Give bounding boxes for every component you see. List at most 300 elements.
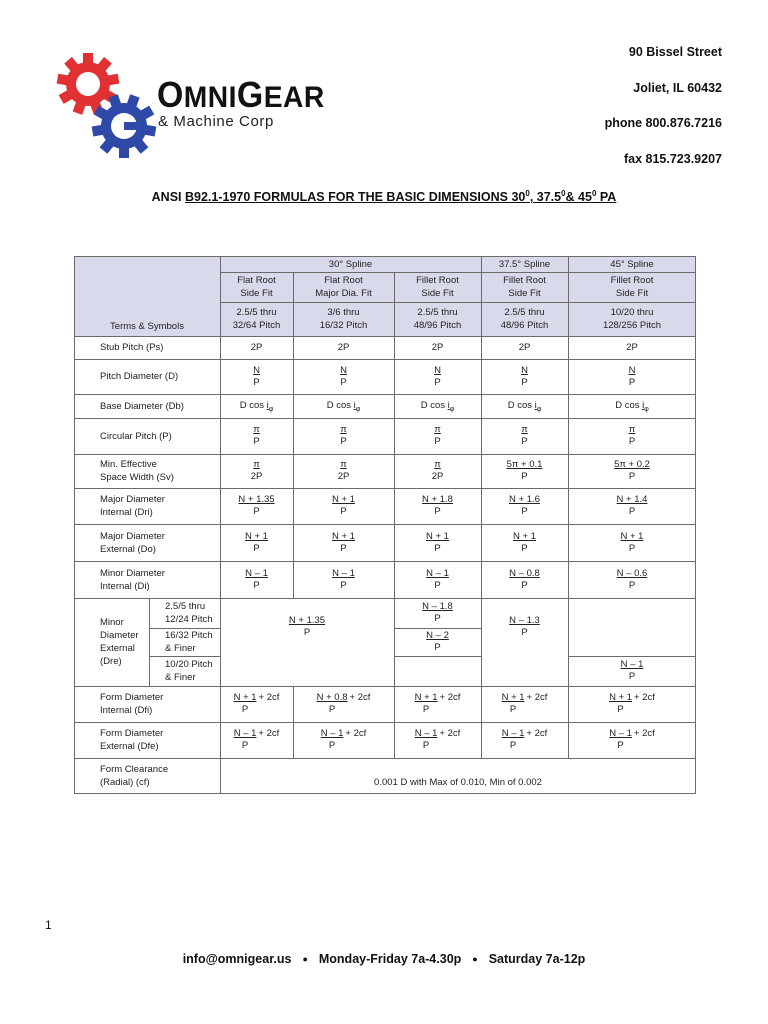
table-rule bbox=[394, 598, 395, 686]
fraction-denominator: P bbox=[340, 506, 347, 517]
footer-email: info@omnigear.us bbox=[182, 952, 292, 966]
fraction bbox=[245, 531, 268, 555]
table-rule bbox=[568, 598, 569, 686]
formula-suffix: + 2cf bbox=[634, 692, 655, 703]
form-internal-cell bbox=[293, 686, 394, 722]
table-rule bbox=[394, 628, 481, 629]
form-external-cell bbox=[293, 722, 394, 758]
fraction-denominator: P bbox=[434, 542, 441, 554]
fraction-denominator: P bbox=[340, 436, 347, 447]
major-internal-cell bbox=[481, 488, 568, 524]
circular-pitch-cell bbox=[220, 418, 293, 454]
pitch-diameter-cell bbox=[394, 359, 481, 394]
row-label-line: (Dre) bbox=[100, 656, 122, 667]
major-external-cell bbox=[568, 524, 696, 561]
table-rule bbox=[74, 394, 696, 395]
fraction-denominator: P bbox=[617, 704, 624, 715]
fraction-numerator: π bbox=[434, 459, 441, 470]
table-rule bbox=[481, 336, 482, 598]
group-header-label: 45° Spline bbox=[610, 258, 654, 270]
minor-internal-label bbox=[74, 561, 220, 598]
table-rule bbox=[394, 686, 395, 758]
base-diameter-cell bbox=[293, 394, 394, 418]
column-header-pitch bbox=[568, 302, 696, 336]
fraction bbox=[234, 728, 257, 752]
row-label-line: Diameter bbox=[100, 630, 139, 641]
fraction-numerator: N – 1 bbox=[245, 567, 268, 579]
fraction-numerator: N – 1 bbox=[609, 728, 632, 739]
table-rule bbox=[293, 686, 294, 758]
base-diameter-cell bbox=[481, 394, 568, 418]
column-header-line: Side Fit bbox=[508, 288, 541, 299]
stub-pitch-label bbox=[74, 336, 220, 359]
major-internal-cell bbox=[568, 488, 696, 524]
fraction bbox=[289, 615, 325, 639]
column-header-line: Side Fit bbox=[615, 288, 649, 299]
row-label-line: External bbox=[100, 643, 135, 654]
fraction bbox=[617, 568, 648, 592]
corner-header bbox=[74, 302, 220, 336]
fraction-denominator: P bbox=[628, 579, 636, 591]
fraction-denominator: P bbox=[434, 436, 441, 447]
table-border-bottom bbox=[74, 793, 696, 794]
table-rule bbox=[220, 302, 696, 303]
table-rule bbox=[74, 336, 696, 337]
row-label-line: External (Dfe) bbox=[100, 741, 159, 752]
column-header-line: 128/256 Pitch bbox=[602, 320, 662, 331]
base-diameter-cell bbox=[220, 394, 293, 418]
cell-value bbox=[327, 400, 361, 413]
fraction-numerator: N + 1 bbox=[513, 530, 536, 542]
fraction-denominator: P bbox=[434, 579, 441, 591]
minor-external-sub-label bbox=[149, 656, 220, 686]
table-rule bbox=[568, 336, 569, 598]
group-header-label: 30° Spline bbox=[328, 258, 373, 270]
fraction-numerator: N – 1.3 bbox=[509, 615, 540, 626]
fraction-denominator: P bbox=[303, 627, 311, 638]
table-rule bbox=[394, 272, 395, 336]
fraction-denominator: P bbox=[340, 376, 347, 388]
base-diameter-label bbox=[74, 394, 220, 418]
base-diameter-cell bbox=[568, 394, 696, 418]
formula bbox=[513, 531, 536, 555]
fraction-denominator: P bbox=[521, 542, 528, 554]
column-header-line: 2.5/5 thru bbox=[504, 307, 545, 318]
fraction-denominator: P bbox=[434, 376, 441, 388]
fraction-numerator: π bbox=[253, 459, 260, 470]
fraction-numerator: N – 1 bbox=[233, 728, 257, 739]
fraction-denominator: P bbox=[434, 506, 441, 517]
fraction-denominator: 2P bbox=[250, 471, 263, 482]
minor-internal-cell bbox=[293, 561, 394, 598]
major-external-cell bbox=[293, 524, 394, 561]
formula bbox=[434, 424, 441, 448]
row-label-line: 2.5/5 thru bbox=[165, 601, 206, 612]
row-label-line: External (Do) bbox=[100, 543, 156, 555]
formula bbox=[502, 692, 548, 716]
minor-external-sub-label bbox=[149, 598, 220, 628]
minor-internal-cell bbox=[394, 561, 481, 598]
column-header-type bbox=[481, 272, 568, 302]
formula bbox=[340, 365, 347, 389]
major-internal-cell bbox=[220, 488, 293, 524]
base-prefix: D cos bbox=[326, 399, 354, 411]
fraction-numerator: N – 1 bbox=[620, 659, 644, 670]
fraction bbox=[415, 728, 438, 752]
column-header-line: Fillet Root bbox=[416, 275, 459, 286]
table-rule bbox=[74, 686, 696, 687]
table-rule bbox=[74, 359, 696, 360]
fraction-denominator: P bbox=[521, 471, 528, 482]
form-clearance-label bbox=[74, 758, 220, 794]
column-header-pitch bbox=[394, 302, 481, 336]
stub-pitch-cell bbox=[220, 336, 293, 359]
base-phi: φ bbox=[449, 405, 455, 413]
table-rule bbox=[293, 336, 294, 598]
formula bbox=[521, 424, 528, 448]
fraction-denominator: 2P bbox=[431, 471, 444, 482]
major-internal-cell bbox=[394, 488, 481, 524]
table-rule bbox=[220, 256, 221, 336]
minor-external-fillet-b bbox=[394, 628, 481, 656]
terms-symbols-label: Terms & Symbols bbox=[110, 321, 184, 332]
base-phi: φ bbox=[355, 405, 361, 413]
fraction-numerator: N + 1 bbox=[501, 692, 525, 703]
fraction-denominator: P bbox=[340, 542, 347, 554]
company-subtitle: & Machine Corp bbox=[158, 113, 274, 130]
table-rule bbox=[74, 758, 696, 759]
fraction-numerator: N + 1 bbox=[426, 530, 449, 542]
formula bbox=[426, 531, 449, 555]
fraction-numerator: N + 1 bbox=[332, 494, 355, 505]
fraction-numerator: N + 1.8 bbox=[422, 494, 453, 505]
footer-contact bbox=[0, 952, 768, 966]
formula-suffix: + 2cf bbox=[526, 692, 548, 703]
fraction-denominator: P bbox=[628, 436, 636, 447]
column-header-line: Side Fit bbox=[421, 288, 454, 299]
row-label-line: Form Diameter bbox=[100, 728, 164, 739]
formula bbox=[426, 568, 449, 592]
cell-value: 2P bbox=[250, 342, 263, 353]
major-external-label bbox=[74, 524, 220, 561]
fraction-numerator: π bbox=[521, 424, 528, 435]
row-label-line: 12/24 Pitch bbox=[165, 614, 213, 625]
formula bbox=[338, 459, 350, 483]
column-header-line: Flat Root bbox=[324, 275, 363, 286]
fraction-denominator: P bbox=[521, 376, 528, 388]
fraction bbox=[621, 531, 644, 555]
minor-internal-cell bbox=[220, 561, 293, 598]
fraction bbox=[422, 494, 453, 518]
cell-value: 2P bbox=[518, 342, 531, 353]
formula bbox=[502, 728, 548, 752]
base-prefix: D cos bbox=[507, 399, 535, 411]
fraction bbox=[609, 692, 632, 716]
min-space-width-cell bbox=[481, 454, 568, 488]
cell-value: 2P bbox=[431, 342, 444, 353]
table-rule bbox=[74, 598, 696, 599]
column-header-line: 48/96 Pitch bbox=[500, 320, 549, 331]
pitch-diameter-cell bbox=[568, 359, 696, 394]
table-rule bbox=[74, 418, 696, 419]
row-label-line: & Finer bbox=[165, 672, 196, 683]
row-label-line: Form Diameter bbox=[100, 692, 164, 703]
group-header-37-5 bbox=[481, 256, 568, 272]
fraction bbox=[245, 568, 268, 592]
base-prefix: D cos bbox=[420, 399, 448, 411]
fraction bbox=[426, 630, 449, 654]
base-i: i bbox=[447, 399, 450, 411]
fraction-numerator: N – 1 bbox=[426, 567, 449, 579]
fraction-denominator: P bbox=[253, 542, 260, 554]
form-internal-cell bbox=[568, 686, 696, 722]
fraction bbox=[332, 568, 355, 592]
formula bbox=[234, 692, 280, 716]
column-header-line: 3/6 thru bbox=[327, 307, 360, 318]
fraction bbox=[513, 531, 536, 555]
base-phi: φ bbox=[644, 405, 649, 413]
fraction bbox=[502, 728, 525, 752]
stub-pitch-cell bbox=[394, 336, 481, 359]
fraction bbox=[332, 531, 355, 555]
column-header-pitch bbox=[481, 302, 568, 336]
formula-suffix: + 2cf bbox=[258, 692, 280, 703]
fraction bbox=[422, 601, 453, 625]
base-prefix: D cos bbox=[615, 399, 643, 411]
formula-suffix: + 2cf bbox=[526, 728, 548, 739]
formula bbox=[332, 531, 355, 555]
fraction bbox=[251, 459, 263, 483]
fraction-numerator: N + 1.6 bbox=[509, 494, 540, 505]
fraction-numerator: N + 1 bbox=[609, 692, 633, 703]
row-label-line: Minor bbox=[100, 617, 124, 628]
formula bbox=[415, 692, 461, 716]
fraction-numerator: π bbox=[253, 424, 260, 435]
fraction-denominator: P bbox=[328, 740, 336, 751]
fraction bbox=[332, 494, 355, 518]
minor-internal-cell bbox=[568, 561, 696, 598]
formula bbox=[317, 692, 371, 716]
stub-pitch-cell bbox=[568, 336, 696, 359]
table-rule bbox=[481, 686, 482, 758]
table-rule bbox=[293, 272, 294, 336]
major-external-cell bbox=[220, 524, 293, 561]
row-label-line: 16/32 Pitch bbox=[165, 630, 213, 641]
base-phi: φ bbox=[536, 405, 542, 413]
major-internal-label bbox=[74, 488, 220, 524]
major-external-cell bbox=[394, 524, 481, 561]
fraction-denominator: P bbox=[253, 376, 260, 388]
formula-suffix: + 2cf bbox=[345, 728, 367, 739]
fraction-denominator: P bbox=[434, 642, 441, 653]
fraction bbox=[340, 365, 347, 389]
row-label-line: Base Diameter (Db) bbox=[100, 400, 184, 412]
formula bbox=[434, 365, 441, 389]
fraction-numerator: N – 1 bbox=[320, 728, 344, 739]
group-header-30 bbox=[220, 256, 481, 272]
fraction bbox=[507, 459, 543, 483]
fraction-denominator: 2P bbox=[337, 471, 350, 482]
major-external-cell bbox=[481, 524, 568, 561]
form-external-label bbox=[74, 722, 220, 758]
fraction bbox=[253, 365, 260, 389]
major-internal-cell bbox=[293, 488, 394, 524]
column-header-type bbox=[220, 272, 293, 302]
column-header-line: 48/96 Pitch bbox=[413, 320, 462, 331]
table-rule bbox=[149, 656, 220, 657]
table-rule bbox=[74, 524, 696, 525]
minor-external-37-5 bbox=[481, 598, 568, 656]
fraction bbox=[238, 494, 274, 518]
table-rule bbox=[74, 722, 696, 723]
base-i: i bbox=[642, 399, 645, 411]
group-header-label: 37.5° Spline bbox=[498, 258, 551, 270]
fraction bbox=[426, 531, 449, 555]
pitch-diameter-label bbox=[74, 359, 220, 394]
fraction-numerator: π bbox=[340, 459, 347, 470]
fraction-numerator: N + 1.35 bbox=[238, 494, 275, 505]
fraction-numerator: N + 1.35 bbox=[288, 615, 326, 626]
fraction bbox=[338, 459, 350, 483]
row-label-line: Internal (Dfi) bbox=[100, 705, 153, 716]
minor-external-45 bbox=[568, 656, 696, 686]
company-address bbox=[605, 45, 722, 187]
address-city: Joliet, IL 60432 bbox=[633, 80, 722, 95]
table-rule bbox=[481, 598, 482, 686]
document-title: ANSI B92.1-1970 FORMULAS FOR THE BASIC DIMENSIONS $30^0$, 37.5$^0$& $45^0$ PA bbox=[151, 189, 617, 205]
pitch-diameter-cell bbox=[293, 359, 394, 394]
formula bbox=[321, 728, 367, 752]
row-label-line: Form Clearance bbox=[100, 764, 169, 775]
fraction bbox=[434, 424, 441, 448]
column-header-type bbox=[568, 272, 696, 302]
minor-external-sub-label bbox=[149, 628, 220, 656]
table-rule bbox=[568, 686, 569, 758]
fraction bbox=[629, 365, 636, 389]
fraction-denominator: P bbox=[241, 740, 249, 751]
fraction bbox=[432, 459, 444, 483]
row-label-line: Internal (Dri) bbox=[100, 507, 153, 518]
form-external-cell bbox=[220, 722, 293, 758]
fraction bbox=[609, 728, 632, 752]
fraction bbox=[617, 494, 648, 518]
table-rule bbox=[220, 336, 221, 598]
formula bbox=[245, 531, 268, 555]
formula bbox=[234, 728, 280, 752]
row-label-line: Major Diameter bbox=[100, 494, 165, 505]
formula bbox=[253, 365, 260, 389]
row-label-line: Stub Pitch (Ps) bbox=[100, 342, 164, 353]
cell-value: 2P bbox=[626, 342, 638, 353]
formula bbox=[253, 424, 260, 448]
formula bbox=[629, 424, 636, 448]
fraction-numerator: N – 1 bbox=[501, 728, 525, 739]
formula bbox=[426, 630, 449, 654]
column-header-line: 2.5/5 thru bbox=[236, 307, 277, 318]
min-space-width-label bbox=[74, 454, 220, 488]
table-rule bbox=[481, 256, 482, 336]
cell-value bbox=[240, 400, 274, 413]
min-space-width-cell bbox=[293, 454, 394, 488]
min-space-width-cell bbox=[394, 454, 481, 488]
cell-value bbox=[615, 400, 649, 413]
formula bbox=[432, 459, 444, 483]
cell-value bbox=[508, 400, 542, 413]
minor-external-span-cell bbox=[220, 598, 394, 656]
formula bbox=[629, 365, 636, 389]
pitch-diameter-cell bbox=[220, 359, 293, 394]
cell-value bbox=[421, 400, 455, 413]
fraction-denominator: P bbox=[509, 740, 517, 751]
formula bbox=[509, 494, 540, 518]
fraction bbox=[509, 568, 540, 592]
form-external-cell bbox=[568, 722, 696, 758]
formula bbox=[509, 568, 540, 592]
column-header-line: 10/20 thru bbox=[610, 307, 654, 318]
fraction bbox=[253, 424, 260, 448]
fraction-numerator: N – 1 bbox=[332, 567, 355, 579]
formula bbox=[521, 365, 528, 389]
fraction-numerator: π bbox=[340, 424, 347, 435]
table-rule bbox=[394, 336, 395, 598]
fraction-numerator: N – 0.8 bbox=[509, 567, 540, 579]
row-label-line: (Radial) (cf) bbox=[100, 777, 150, 788]
form-internal-cell bbox=[220, 686, 293, 722]
row-label-line: Circular Pitch (P) bbox=[100, 430, 172, 442]
table-rule bbox=[74, 561, 696, 562]
fraction-numerator: N – 2 bbox=[426, 630, 449, 641]
formula bbox=[507, 459, 543, 483]
formula bbox=[332, 494, 355, 518]
row-label-line: Min. Effective bbox=[100, 459, 157, 470]
table-rule bbox=[568, 256, 569, 336]
fraction bbox=[415, 692, 438, 716]
column-header-line: 32/64 Pitch bbox=[232, 320, 281, 331]
formula bbox=[617, 568, 648, 592]
row-label-line: Space Width (Sv) bbox=[100, 472, 174, 483]
fraction-numerator: N + 1 bbox=[245, 530, 268, 542]
group-header-45 bbox=[568, 256, 696, 272]
address-fax: fax 815.723.9207 bbox=[623, 151, 722, 166]
fraction-denominator: P bbox=[521, 506, 528, 517]
fraction-numerator: N + 1 bbox=[414, 692, 438, 703]
circular-pitch-cell bbox=[394, 418, 481, 454]
formula bbox=[340, 424, 347, 448]
spline-formula-table bbox=[74, 256, 696, 794]
fraction bbox=[426, 568, 449, 592]
column-header-line: Flat Root bbox=[237, 275, 276, 286]
table-rule bbox=[149, 598, 150, 686]
minor-external-fillet-a bbox=[394, 598, 481, 628]
fraction-numerator: N – 0.6 bbox=[616, 567, 648, 579]
formula bbox=[251, 459, 263, 483]
row-label-line: Internal (Di) bbox=[100, 580, 150, 592]
fraction-numerator: 5π + 0.1 bbox=[506, 459, 543, 470]
table-border-top bbox=[74, 256, 696, 257]
address-phone: phone 800.876.7216 bbox=[604, 116, 722, 130]
table-rule bbox=[394, 656, 481, 657]
fraction-denominator: P bbox=[241, 704, 249, 715]
fraction-numerator: N + 1 bbox=[233, 692, 257, 703]
base-phi: φ bbox=[268, 405, 274, 413]
gear-logo-icon bbox=[52, 46, 162, 166]
fraction bbox=[321, 728, 344, 752]
min-space-width-cell bbox=[220, 454, 293, 488]
fraction-numerator: 5π + 0.2 bbox=[614, 459, 650, 470]
column-header-line: 2.5/5 thru bbox=[417, 307, 458, 318]
fraction-denominator: P bbox=[253, 506, 260, 517]
fraction-numerator: N bbox=[434, 364, 441, 376]
